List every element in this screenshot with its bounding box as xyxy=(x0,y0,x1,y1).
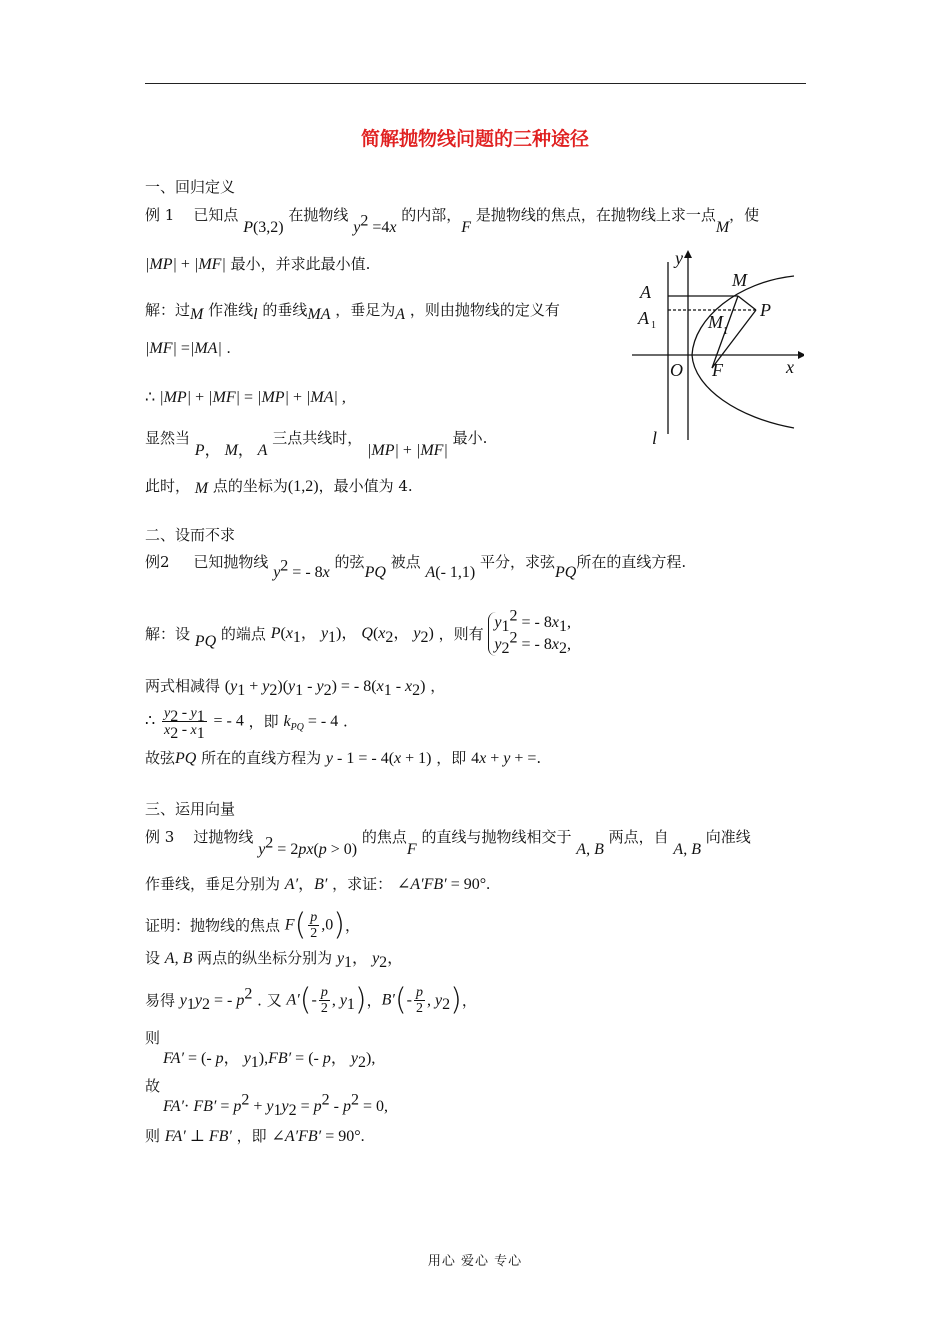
point-A-label: A xyxy=(640,282,651,302)
collinear-line: 显然当 P， M， A 三点共线时， |MP| + |MF| 最小. xyxy=(145,429,488,459)
section-2-heading: 二、设而不求 xyxy=(145,526,236,544)
formula: A′，B′ xyxy=(284,876,328,893)
formula: y - 1 = - 4(x + 1) xyxy=(325,750,432,767)
formula: $y^2$ = - 8x xyxy=(273,557,330,581)
formula: ∠A′FB′ = 90° xyxy=(271,1128,361,1145)
point-P-label: P xyxy=(760,300,771,320)
formula: M xyxy=(715,219,730,236)
x-axis-arrow-icon xyxy=(798,351,804,359)
formula: $FA'\cdot FB' = p^2 + y_1y_2 = p^2 - p^2 = 0$ xyxy=(163,1091,385,1120)
focus-F-label: F xyxy=(712,360,723,380)
formula: 4x + y + = xyxy=(471,750,537,767)
formula: $(y_1 + y_2)(y_1 - y_2)$ = - $8(x_1 - x_2)$ xyxy=(224,678,426,700)
example-2-solution: 解：设 PQ 的端点 $P(x_1$， $y_1$)， $Q(x_2$， $y_2$) ，则有 $y_1^2$ = - $8x_1$, $y_2^2$ = - $8x_2$, xyxy=(145,607,571,658)
section-1-heading: 一、回归定义 xyxy=(145,178,236,196)
example-1-line-2: |MP| + |MF| 最小，并求此最小值. xyxy=(145,255,371,273)
formula: PQ xyxy=(555,564,577,581)
y-axis-label: y xyxy=(675,248,683,268)
slope-line: ∴ $\frac{y_2 - y_1}{x_2 - x_1}$ = - 4 ，即 $k_{PQ}$ = - 4 . xyxy=(145,704,348,742)
formula: FA′ ⊥ FB′ xyxy=(164,1128,232,1145)
line-equation: 故弦PQ 所在的直线方程为 y - 1 = - 4(x + 1) ，即 4x + y + =. xyxy=(145,749,542,767)
formula: P(3,2) xyxy=(243,219,284,236)
parabola-curve xyxy=(692,276,794,428)
formula: |MP| + |MF| xyxy=(145,256,226,273)
proof-easy-line: 易得 $y_1y_2$ = - $p^2$ . 又 A′(- $\frac{p}{2}$ , $y_1$)，B′(- $\frac{p}{2}$ , $y_2$)， xyxy=(145,982,477,1018)
example-label: 例2 xyxy=(145,553,170,571)
proof-dot-line: 故 $FA'\cdot FB' = p^2 + y_1y_2 = p^2 - p^2 = 0$, xyxy=(145,1077,389,1120)
formula: A, B xyxy=(673,841,701,858)
formula: A, B xyxy=(164,950,193,967)
therefore-formula xyxy=(145,387,346,408)
formula: ∠A′FB′ = 90° xyxy=(396,876,487,893)
formula: MA xyxy=(307,306,331,323)
footer: 用心 爱心 专心 xyxy=(427,1254,523,1269)
formula: $y^2 = 2px(p > 0)$ xyxy=(258,834,358,858)
formula: PQ xyxy=(175,750,197,767)
formula: FA′ = (- p， $y_1),FB'$ = (- p， $y_2$) xyxy=(163,1050,372,1072)
example-3-line-2: 作垂线，垂足分别为 A′，B′ ，求证： ∠A′FB′ = 90°. xyxy=(145,875,491,893)
slope-fraction: $\frac{y_2 - y_1}{x_2 - x_1}$ xyxy=(163,704,205,742)
example-1-solution: 解：过M 作准线l 的垂线MA ，垂足为A ，则由抛物线的定义有 xyxy=(145,301,560,323)
point-M1-label: $M_1$ xyxy=(708,312,728,337)
x-axis-label: x xyxy=(786,357,794,377)
formula: l xyxy=(253,306,258,323)
subtract-line: 两式相减得 $(y_1 + y_2)(y_1 - y_2)$ = - $8(x_1 - x_2)$ ， xyxy=(145,677,446,700)
header-rule xyxy=(145,83,806,84)
formula: M xyxy=(190,306,204,323)
formula: PQ xyxy=(194,633,217,650)
formula: PQ xyxy=(364,564,386,581)
y-axis-arrow-icon xyxy=(684,250,692,258)
formula: F xyxy=(461,219,472,236)
formula: P， M， A xyxy=(194,442,268,459)
formula: $k_{PQ}$ = - 4 xyxy=(283,712,339,733)
segment-MP xyxy=(738,296,756,310)
equation-system: $y_1^2$ = - $8x_1$, $y_2^2$ = - $8x_2$, xyxy=(488,612,571,656)
formula: $y^2 =4x$ xyxy=(353,212,397,236)
point-M-label: M xyxy=(732,270,747,290)
formula: M xyxy=(194,480,209,497)
example-1-line-1: 例 1 已知点 P(3,2) 在抛物线 $y^2 =4x$ 的内部，F 是抛物线的焦点，在抛物线上求一点M，使 xyxy=(145,206,760,236)
formula: |MP| + |MF| xyxy=(367,442,448,459)
parabola-figure xyxy=(628,248,804,448)
formula: $y_1$， $y_2$ xyxy=(336,950,388,972)
formula: A, B xyxy=(576,841,604,858)
section-3-heading: 三、运用向量 xyxy=(145,800,236,818)
proof-let-line: 设 A, B 两点的纵坐标分别为 $y_1$， $y_2$， xyxy=(145,949,404,972)
formula: A(- 1,1) xyxy=(425,564,476,581)
formula: A′ xyxy=(286,991,300,1009)
example-2-line: 例2 已知抛物线 $y^2$ = - 8x 的弦PQ 被点 A(- 1,1) 平分，求弦PQ所在的直线方程. xyxy=(145,553,687,581)
example-label: 例 3 xyxy=(145,828,175,846)
formula: (1,2) xyxy=(287,478,319,495)
definition-formula: |MF| =|MA| . xyxy=(145,340,231,357)
point-A1-label: A $_1$ xyxy=(638,308,656,331)
example-label: 例 1 xyxy=(145,206,175,224)
proof-focus-line: 证明：抛物线的焦点 F( $\frac{p}{2}$ ,0)， xyxy=(145,907,361,943)
proof-vectors-line: 则 FA′ = (- p， $y_1),FB'$ = (- p， $y_2$), xyxy=(145,1029,376,1072)
formula: F xyxy=(406,841,417,858)
page-title: 简解抛物线问题的三种途径 xyxy=(360,128,589,150)
proof-conclusion-line: 则 FA′ ⊥ FB′ ，即 ∠A′FB′ = 90°. xyxy=(145,1127,365,1145)
formula: |MF| =|MA| xyxy=(145,340,222,357)
formula: F xyxy=(284,916,295,934)
formula: $P(x_1$， $y_1$)， $Q(x_2$， $y_2$) xyxy=(270,625,434,647)
formula: $y_1y_2$ = - $p^2$ xyxy=(179,985,253,1013)
formula: A xyxy=(395,306,406,323)
directrix-label: l xyxy=(652,428,658,448)
result-line: 此时， M 点的坐标为(1,2)，最小值为 4. xyxy=(145,477,413,497)
origin-label: O xyxy=(670,360,683,380)
formula: ∴ |MP| + |MF| = |MP| + |MA| , xyxy=(145,389,346,406)
example-3-line-1: 例 3 过抛物线 $y^2 = 2px(p > 0)$ 的焦点F 的直线与抛物线相交于 A, B 两点，自 A, B 向准线 xyxy=(145,828,751,858)
